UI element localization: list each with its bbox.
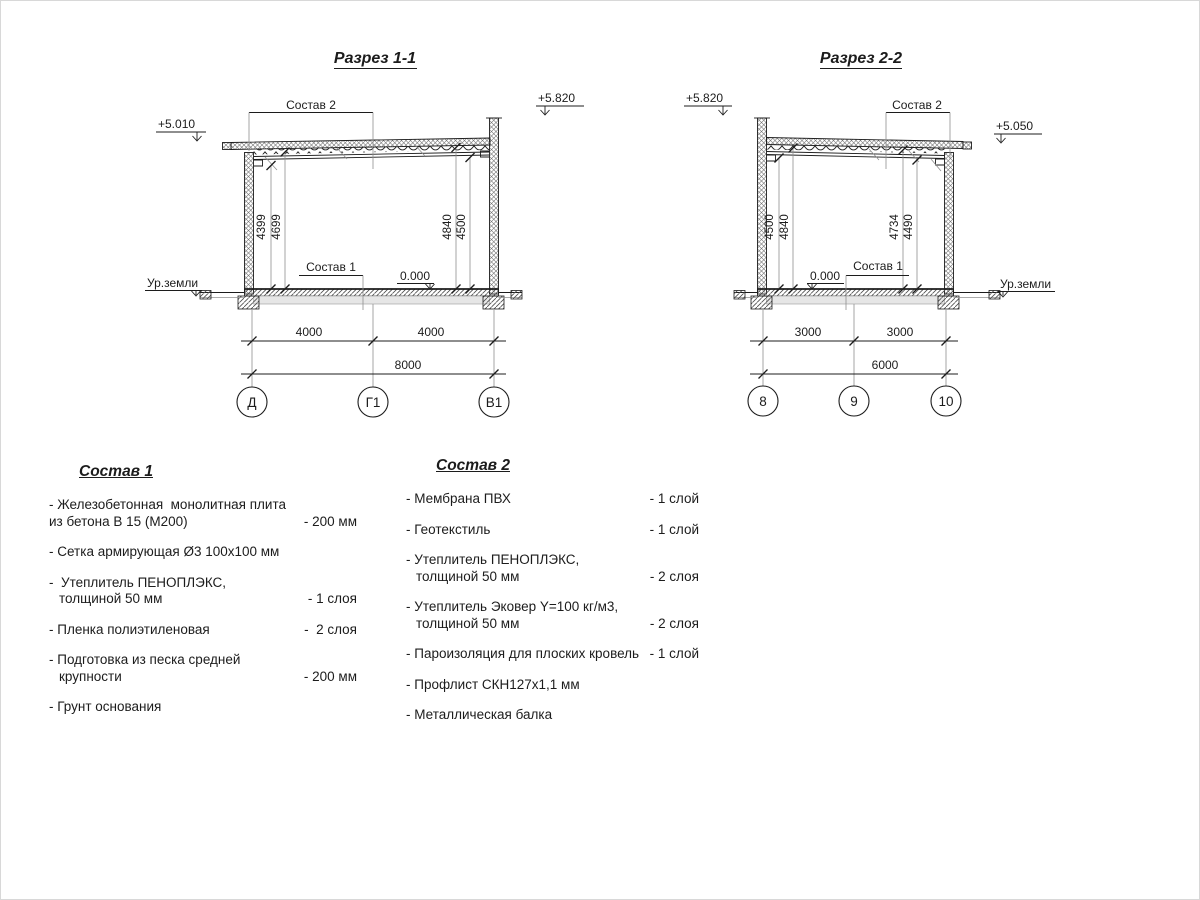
- capital-right: [936, 159, 945, 165]
- ground-block: [734, 291, 745, 300]
- item-text: - Геотекстиль: [406, 521, 491, 537]
- floor-slab: [245, 289, 499, 296]
- item-text: крупности: [59, 668, 122, 684]
- eave-block: [963, 142, 972, 149]
- item-value: - 200 мм: [303, 668, 357, 684]
- item-text: из бетона В 15 (М200): [49, 513, 188, 529]
- section2-title: Разрез 2-2: [819, 50, 903, 67]
- section-2-2: [684, 50, 1055, 416]
- sand-layer: [767, 296, 945, 304]
- wall-left-parapet: [758, 118, 767, 294]
- floor-composition-label: Состав 1: [306, 260, 356, 274]
- capital-left: [767, 155, 776, 161]
- dim-total: 6000: [871, 358, 899, 372]
- list-item: [49, 575, 357, 608]
- item-value: - 1 слой: [649, 491, 699, 506]
- item-text: - Мембрана ПВХ: [406, 491, 511, 506]
- item-text: толщиной 50 мм: [59, 591, 163, 606]
- list-item: [406, 522, 699, 539]
- zero-level-value: 0.000: [400, 269, 431, 283]
- composition-list-1: [49, 463, 357, 730]
- item-text: - Сетка армирующая Ø3 100х100 мм: [49, 544, 280, 559]
- zero-level-mark: [807, 269, 844, 289]
- ground-level-label: Ур.земли: [1000, 277, 1052, 291]
- axis-label: Д: [247, 395, 257, 410]
- zero-level-value: 0.000: [810, 269, 841, 283]
- ground-level-mark: [998, 277, 1055, 297]
- axis-bubbles: [748, 386, 961, 416]
- dim-height-right-1: 4840: [442, 214, 454, 240]
- item-value: - 2 слоя: [649, 615, 699, 631]
- item-text: - Подготовка из песка средней: [49, 652, 241, 667]
- axis-label: 10: [938, 394, 954, 409]
- dim-height-right-2: 4490: [903, 214, 915, 240]
- floor-slab: [758, 289, 954, 296]
- elevation-right: [536, 91, 584, 115]
- wall-right: [945, 153, 954, 295]
- footing-left: [238, 296, 259, 309]
- item-text: - Утеплитель ПЕНОПЛЭКС,: [406, 552, 580, 567]
- list-item: [406, 552, 699, 585]
- floor-assembly: [200, 289, 522, 309]
- axis-label: 8: [759, 394, 767, 409]
- dim-span-2: 4000: [417, 325, 445, 339]
- eave-block: [223, 143, 232, 150]
- dim-height-right-2: 4500: [456, 214, 468, 240]
- axis-label: В1: [485, 395, 503, 410]
- footing-right: [938, 296, 959, 309]
- composition1-title: Состав 1: [79, 463, 153, 480]
- ground-block: [200, 291, 211, 300]
- ground-level-mark: [145, 276, 202, 296]
- item-value: - 1 слой: [649, 646, 699, 661]
- item-value: - 1 слой: [649, 521, 699, 537]
- item-value: - 200 мм: [303, 513, 357, 529]
- dim-height-left-1: 4500: [764, 214, 776, 240]
- item-text: - Пароизоляция для плоских кровель: [406, 646, 640, 661]
- sand-layer: [254, 296, 490, 304]
- list-item: [49, 652, 357, 685]
- dim-span-1: 3000: [794, 325, 822, 339]
- dim-height-left-2: 4840: [779, 214, 791, 240]
- elevation-value: +5.820: [686, 91, 724, 105]
- dim-span-2: 3000: [886, 325, 914, 339]
- elevation-value: +5.820: [538, 91, 576, 105]
- item-value: - 2 слоя: [649, 568, 699, 584]
- ground-block: [511, 291, 522, 300]
- footing-left: [751, 296, 772, 309]
- item-text: - Утеплитель ПЕНОПЛЭКС,: [49, 574, 227, 590]
- composition2-title: Состав 2: [436, 457, 510, 474]
- elevation-value: +5.050: [996, 119, 1034, 133]
- list-item: [406, 646, 699, 663]
- item-text: - Железобетонная монолитная плита: [49, 497, 287, 512]
- composition-list-2: [406, 457, 699, 738]
- list-item: [49, 622, 357, 639]
- section1-title: Разрез 1-1: [333, 50, 417, 67]
- elevation-left: [684, 91, 732, 115]
- ground-level-label: Ур.земли: [147, 276, 199, 290]
- section-1-1: [145, 50, 584, 417]
- list-item: [49, 497, 357, 530]
- dim-total: 8000: [394, 358, 422, 372]
- floor-assembly: [734, 289, 1000, 309]
- dim-height-left-1: 4399: [256, 214, 268, 240]
- list-item: [406, 491, 699, 508]
- item-text: - Металлическая балка: [406, 707, 553, 722]
- axis-label: 9: [850, 394, 858, 409]
- item-value: - 1 слоя: [307, 591, 357, 606]
- list-item: [406, 677, 699, 694]
- dimension-chain: [241, 304, 506, 387]
- capital-left: [254, 160, 263, 166]
- dim-height-right-1: 4734: [889, 214, 901, 240]
- list-item: [406, 599, 699, 632]
- elevation-right: [994, 119, 1042, 143]
- list-item: [49, 699, 357, 716]
- roof-composition-label: Состав 2: [286, 98, 336, 112]
- dim-span-1: 4000: [295, 325, 323, 339]
- floor-composition-label: Состав 1: [853, 259, 903, 273]
- list-item: [49, 544, 357, 561]
- item-text: - Профлист СКН127х1,1 мм: [406, 676, 580, 692]
- axis-bubbles: [237, 387, 509, 417]
- item-text: - Утеплитель Эковер Y=100 кг/м3,: [406, 599, 619, 614]
- item-text: - Пленка полиэтиленовая: [49, 621, 210, 637]
- axis-label: Г1: [365, 395, 381, 410]
- item-text: толщиной 50 мм: [416, 615, 520, 631]
- wall-right-parapet: [490, 118, 499, 294]
- roof-composition-label: Состав 2: [892, 98, 942, 112]
- zero-level-mark: [397, 269, 435, 289]
- sections-drawing: [1, 1, 1200, 456]
- item-text: толщиной 50 мм: [416, 568, 520, 584]
- dimension-chain: [750, 304, 958, 387]
- dim-height-left-2: 4699: [271, 214, 283, 240]
- wall-left: [245, 153, 254, 295]
- footing-right: [483, 296, 504, 309]
- elevation-value: +5.010: [158, 117, 196, 131]
- item-value: - 2 слоя: [304, 621, 357, 637]
- elevation-left: [156, 117, 206, 141]
- list-item: [406, 707, 699, 724]
- roof-assembly: [223, 138, 491, 170]
- interior-dimensions: [256, 143, 475, 294]
- roof-assembly: [767, 138, 972, 172]
- item-text: - Грунт основания: [49, 699, 162, 714]
